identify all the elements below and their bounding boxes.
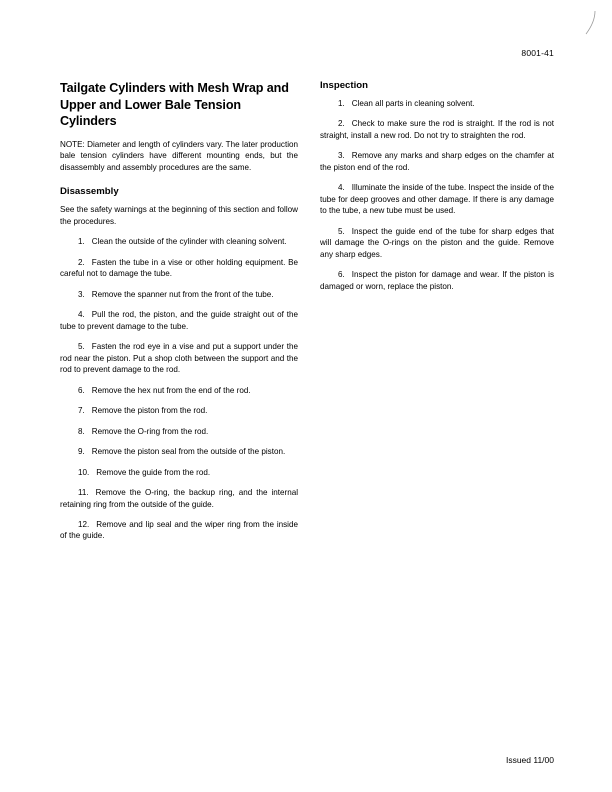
step-text: Remove the hex nut from the end of the rod.	[91, 385, 251, 395]
list-item	[60, 309, 298, 332]
step-number: 5.	[78, 342, 85, 352]
step-number: 5.	[338, 226, 345, 236]
content-columns	[60, 80, 556, 551]
step-text: Inspect the guide end of the tube for sharp edges that will damage the O-rings on the piston and the guide. Remove any sharp edges.	[320, 226, 554, 259]
list-item	[320, 118, 554, 141]
list-item	[320, 150, 554, 173]
step-text: Check to make sure the rod is straight. If the rod is not straight, install a new rod. Do not try to straighten the rod.	[320, 119, 554, 140]
step-text: Remove the O-ring from the rod.	[91, 426, 209, 436]
step-number: 3.	[78, 289, 85, 299]
step-number: 2.	[338, 119, 345, 129]
list-item	[60, 446, 298, 457]
step-number: 11.	[78, 488, 89, 498]
list-item	[60, 487, 298, 510]
step-number: 4.	[78, 310, 85, 320]
step-number: 3.	[338, 151, 345, 161]
footer-issued-date: Issued 11/00	[505, 755, 554, 765]
step-text: Remove the O-ring, the backup ring, and the internal retaining ring from the outside of the guide.	[60, 488, 298, 509]
list-item	[320, 182, 554, 216]
step-text: Illuminate the inside of the tube. Inspect the inside of the tube for deep grooves and other damage. If there is any damage to the tube, a new tube must be used.	[320, 183, 554, 216]
step-text: Fasten the tube in a vise or other holding equipment. Be careful not to damage the tube.	[60, 257, 298, 279]
list-item	[60, 467, 298, 478]
step-number: 9.	[78, 447, 85, 457]
step-number: 10.	[78, 467, 90, 477]
step-number: 7.	[78, 406, 85, 416]
list-item	[60, 341, 298, 375]
page-number: 8001-41	[521, 48, 554, 58]
step-text: Remove any marks and sharp edges on the chamfer at the piston end of the rod.	[320, 151, 554, 172]
step-number: 1.	[78, 237, 85, 247]
list-item	[60, 257, 298, 280]
step-number: 2.	[78, 257, 85, 267]
list-item	[320, 226, 554, 260]
section-heading-disassembly: Disassembly	[60, 186, 119, 198]
step-text: Remove and lip seal and the wiper ring from the inside of the guide.	[60, 520, 298, 541]
list-item	[60, 236, 298, 247]
step-text: Remove the piston from the rod.	[91, 406, 208, 416]
intro-note: NOTE: Diameter and length of cylinders vary. The later production bale tension cylinders have different mounting ends, but the disassembly and assembly procedures are the same.	[60, 139, 298, 172]
list-item	[320, 98, 554, 109]
step-number: 12.	[78, 520, 90, 529]
right-column	[320, 80, 554, 551]
left-column	[60, 80, 298, 551]
step-text: Clean all parts in cleaning solvent.	[351, 99, 475, 108]
step-text: Remove the guide from the rod.	[96, 467, 211, 477]
step-number: 6.	[78, 385, 85, 395]
corner-curl-mark	[582, 10, 598, 36]
step-text: Pull the rod, the piston, and the guide straight out of the tube to prevent damage to the tube.	[60, 310, 298, 331]
step-text: Clean the outside of the cylinder with cleaning solvent.	[91, 237, 287, 247]
step-text: Inspect the piston for damage and wear. If the piston is damaged or worn, replace the piston.	[320, 270, 554, 291]
step-number: 4.	[338, 183, 345, 193]
step-number: 1.	[338, 99, 345, 108]
list-item	[60, 405, 298, 416]
list-item	[320, 269, 554, 292]
list-item	[60, 426, 298, 437]
step-text: Remove the piston seal from the outside of the piston.	[91, 447, 286, 457]
list-item	[60, 385, 298, 396]
step-number: 6.	[338, 270, 345, 280]
step-text: Remove the spanner nut from the front of the tube.	[91, 289, 274, 299]
step-number: 8.	[78, 426, 85, 436]
step-text: Fasten the rod eye in a vise and put a support under the rod near the piston. Put a shop cloth between the support and the rod to prevent damage to the rod.	[60, 342, 298, 375]
list-item	[60, 289, 298, 300]
section-intro-disassembly: See the safety warnings at the beginning of this section and follow the procedures.	[60, 205, 298, 226]
section-heading-inspection: Inspection	[320, 80, 368, 91]
page-title: Tailgate Cylinders with Mesh Wrap and Upper and Lower Bale Tension Cylinders	[60, 81, 289, 129]
list-item	[60, 519, 298, 542]
